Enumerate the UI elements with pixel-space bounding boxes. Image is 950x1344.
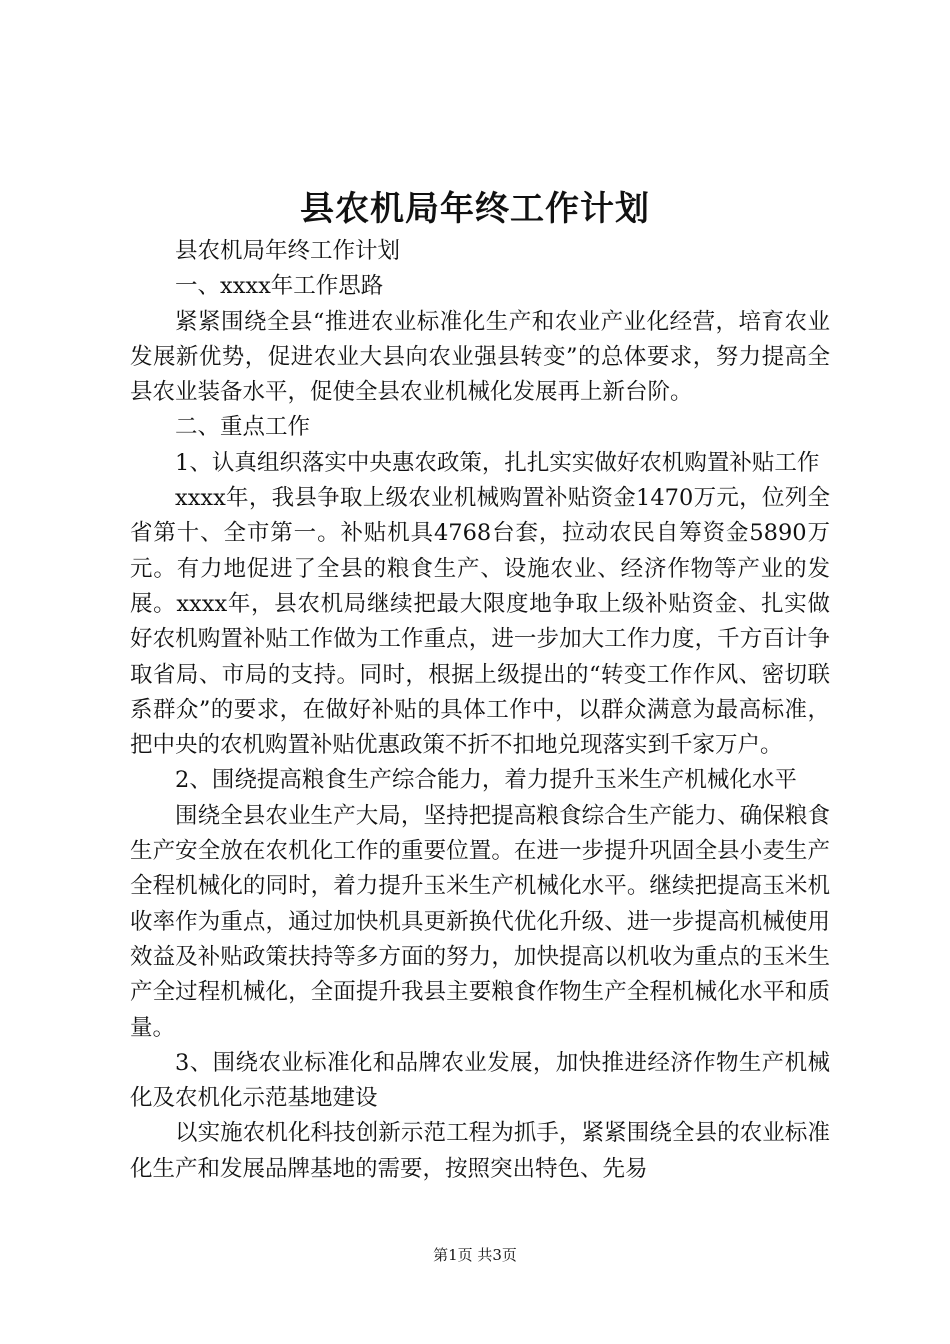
paragraph-corn-mechanization: 围绕全县农业生产大局，坚持把提高粮食综合生产能力、确保粮食生产安全放在农机化工作的重要位置。在进一步提升巩固全县小麦生产全程机械化的同时，着力提升玉米生产机械化水平。继续把提高玉米机收率作为重点，通过加快机具更新换代优化升级、进一步提高机械使用效益及补贴政策扶持等多方面的努力，加快提高以机收为重点的玉米生产全过程机械化，全面提升我县主要粮食作物生产全程机械化水平和质量。 <box>130 802 830 1041</box>
document-body <box>130 234 830 1187</box>
heading-corn-mechanization: 2、围绕提高粮食生产综合能力，着力提升玉米生产机械化水平 <box>175 767 797 794</box>
heading-key-work: 二、重点工作 <box>175 414 311 441</box>
paragraph-subtitle: 县农机局年终工作计划 <box>175 238 401 264</box>
paragraph-standardization: 以实施农机化科技创新示范工程为抓手，紧紧围绕全县的农业标准化生产和发展品牌基地的需要，按照突出特色、先易 <box>130 1120 830 1182</box>
heading-work-ideas: 一、xxxx年工作思路 <box>175 273 384 300</box>
paragraph-subsidy: xxxx年，我县争取上级农业机械购置补贴资金1470万元，位列全省第十、全市第一。补贴机具4768台套，拉动农民自筹资金5890万元。有力地促进了全县的粮食生产、设施农业、经济作物等产业的发展。xxxx年，县农机局继续把最大限度地争取上级补贴资金、扎实做好农机购置补贴工作做为工作重点，进一步加大工作力度，千方百计争取省局、市局的支持。同时，根据上级提出的“转变工作作风、密切联系群众”的要求，在做好补贴的具体工作中，以群众满意为最高标准，把中央的农机购置补贴优惠政策不折不扣地兑现落实到千家万户。 <box>130 485 830 759</box>
document-title: 县农机局年终工作计划 <box>300 189 650 229</box>
page-footer: 第1页 共3页 <box>433 1246 517 1264</box>
heading-subsidy: 1、认真组织落实中央惠农政策，扎扎实实做好农机购置补贴工作 <box>175 449 820 476</box>
paragraph-work-ideas: 紧紧围绕全县“推进农业标准化生产和农业产业化经营，培育农业发展新优势，促进农业大县向农业强县转变”的总体要求，努力提高全县农业装备水平，促使全县农业机械化发展再上新台阶。 <box>130 308 830 406</box>
heading-standardization: 3、围绕农业标准化和品牌农业发展，加快推进经济作物生产机械化及农机化示范基地建设 <box>130 1049 830 1112</box>
